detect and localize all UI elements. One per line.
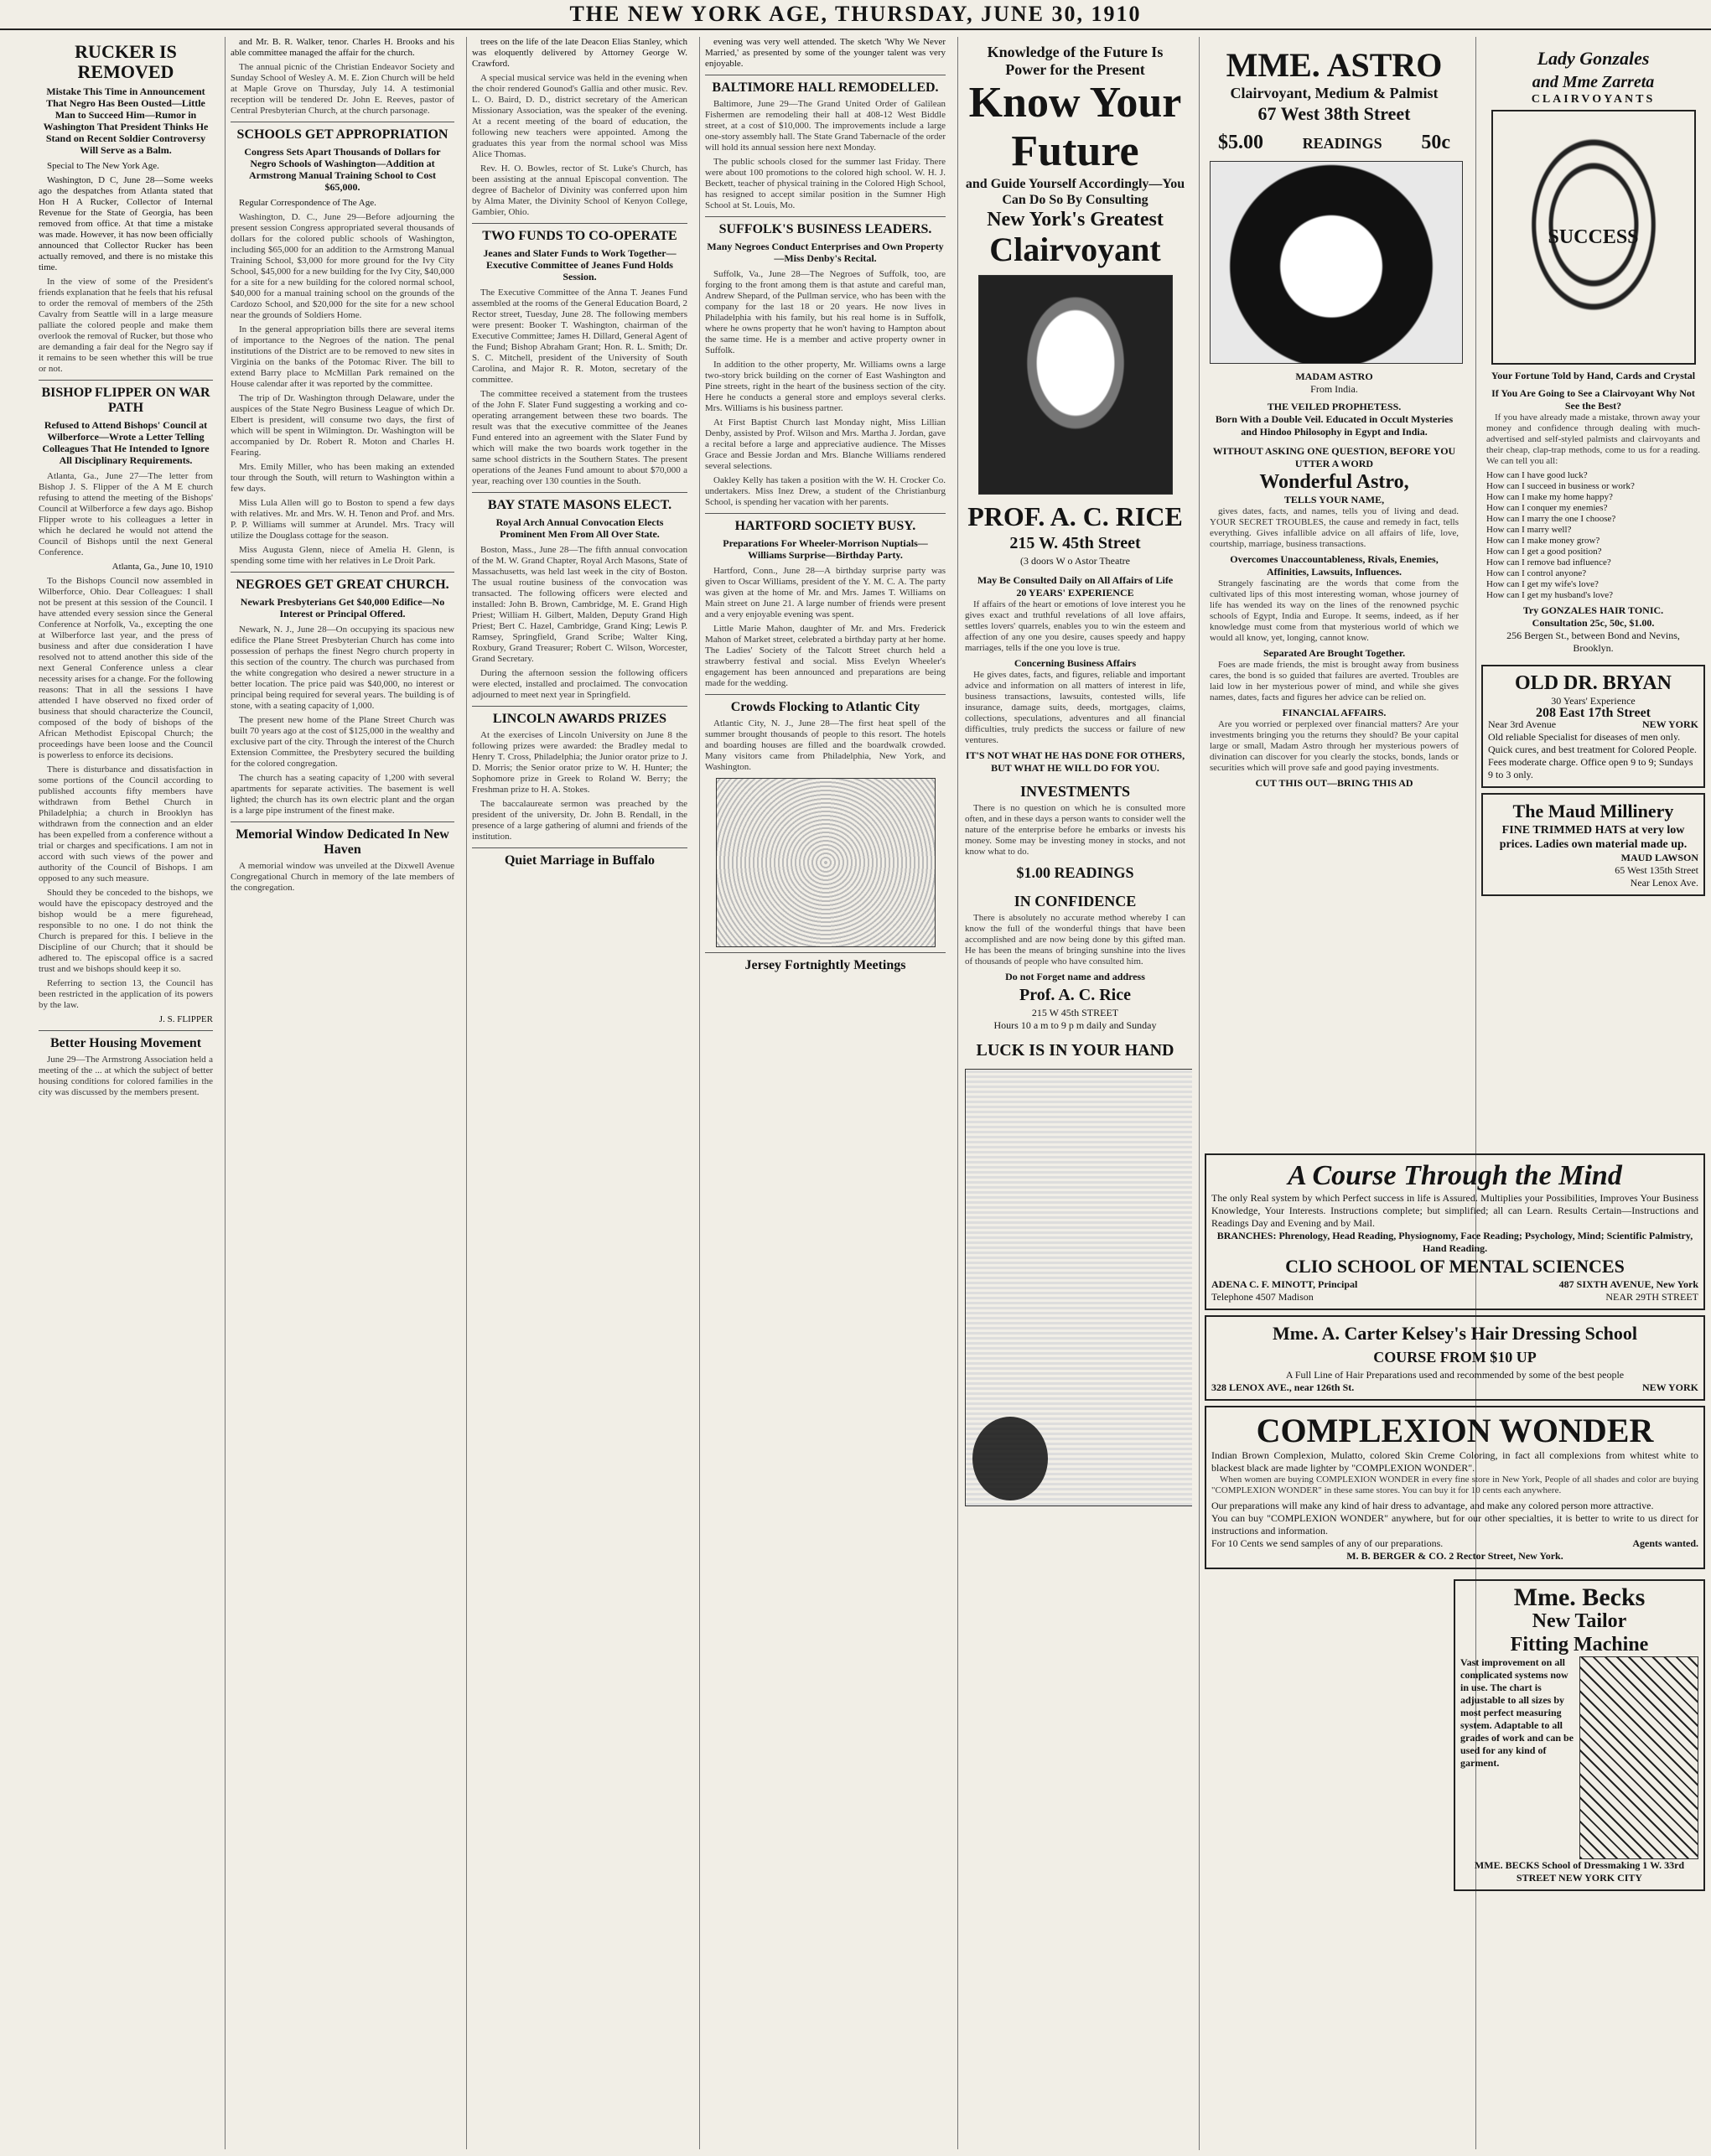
rice-address: 215 W. 45th Street (1009, 534, 1141, 552)
complexion-send: For 10 Cents we send samples of any of our preparations. (1211, 1537, 1444, 1549)
rice-ad (963, 42, 1187, 1515)
astro-portrait (1210, 161, 1463, 364)
rice-name-2: Prof. A. C. Rice (1019, 986, 1131, 1004)
article-body: At First Baptist Church last Monday night, Miss Lillian Denby, assisted by Prof. Wilson and Mrs. Martha J. Jordan, gave a recital before a large and appreciative audience. The Misses Grace and Bessie Jordan and Mrs. Blanche Williams rendered several selections. (705, 417, 946, 471)
astro-wonderful: Wonderful Astro, (1259, 471, 1409, 493)
divider (472, 706, 687, 707)
article-body: In the view of some of the President's friends explanation that he feels that his refusal to order the removal of members of the 25th Cavalry from Seattle will in a large measure palliate the colored people and make them overlook the removal of Rucker, but those who are demanding a fair deal for the Negro say if it remains to be seen whether this will be true or not. (39, 277, 214, 374)
article-body: Washington, D. C., June 29—Before adjourning the present session Congress appropriated several thousands of dollars for the colored public schools of Washington, including $65,000 for an addition to the Armstrong Manual Training School, $3,000 for more ground for the Ivy City School, $45,000 for a new building for the Ivy City, $40,000 for a site for a new building for the colored normal school, $40,000 for a manual training school on the grounds of the Cardozo School, and $20,000 for the site for a new school near the grounds of Soldiers Home. (231, 212, 454, 320)
article-body: In addition to the other property, Mr. Williams owns a large two-story brick building on the corner of East Washington and Pine streets, right in the heart of the business section of the city. Here he conducts a general store and employs several clerks. Mrs. Williams is his business partner. (705, 360, 946, 413)
rice-body: There is absolutely no accurate method whereby I can know the full of the wonderful things that have been accomplished and are now being done by this gifted man. He has been the means of bringing sunshine into the lives of thousands of people who have consulted him. (965, 913, 1185, 967)
gonzales-ad (1481, 42, 1705, 660)
horseshoe-label: SUCCESS (1548, 225, 1639, 248)
news-photo (716, 778, 936, 947)
mind-school: CLIO SCHOOL OF MENTAL SCIENCES (1285, 1256, 1625, 1277)
article-body: Referring to section 13, the Council has been restricted in the application of its powers by the law. (39, 978, 213, 1010)
question-item: How can I get a good position? (1486, 547, 1602, 557)
ink-blot (972, 1417, 1048, 1500)
rice-ad-column (957, 37, 1192, 2149)
article-body: Suffolk, Va., June 28—The Negroes of Suffolk, too, are forging to the front among them is that astute and careful man, Andrew Shepard, of the Pullman service, who has been with the company for the last 18 or 20 years. He now lives in Philadelphia with his family, but his real home is in Suffolk, where he owns property that he won't having to Hampton about the same time. He is a member and active property owner in Suffolk. (705, 269, 946, 355)
becks-body: Vast improvement on all complicated systems now in use. The chart is adjustable to all sizes by most perfect measuring system. Adaptable to all grades of work and can be used for any kind of garment. (1460, 1656, 1574, 1769)
article-body: The baccalaureate sermon was preached by the president of the university, Dr. John B. Rendall, in the presence of a large gathering of alumni and friends of the institution. (472, 799, 687, 842)
deck-church: Newark Presbyterians Get $40,000 Edifice—No Interest or Principal Offered. (240, 596, 445, 619)
complexion-buy: You can buy "COMPLEXION WONDER" anywhere, but for our other specialties, it is better to write to us direct for instructions and information. (1211, 1512, 1698, 1537)
astro-body: gives dates, facts, and names, tells you of living and dead. YOUR SECRET TROUBLES, the cause and remedy in fact, tells everything. Gives infallible advice on all affairs of life, love, courtship, marriage, business transactions. (1210, 506, 1459, 549)
gonzales-told: Your Fortune Told by Hand, Cards and Crystal (1491, 370, 1696, 381)
question-item: How can I make money grow? (1486, 536, 1600, 546)
mind-address: 487 SIXTH AVENUE, New York (1558, 1278, 1698, 1290)
astro-separated: Separated Are Brought Together. (1263, 647, 1406, 659)
divider (705, 216, 946, 217)
headline-housing: Better Housing Movement (49, 1036, 202, 1050)
astro-veiled: THE VEILED PROPHETESS. (1267, 401, 1402, 412)
question-item: How can I marry well? (1486, 525, 1572, 535)
mind-phone: Telephone 4507 Madison (1211, 1291, 1314, 1303)
column-2 (225, 37, 459, 2149)
fitting-machine-illustration (1579, 1656, 1698, 1859)
question-item: How can I marry the one I choose? (1486, 514, 1616, 524)
deck-funds: Jeanes and Slater Funds to Work Together—Executive Committee of Jeanes Fund Holds Session. (483, 247, 677, 282)
astro-sub: Clairvoyant, Medium & Palmist (1230, 85, 1439, 101)
rice-notwhat: IT'S NOT WHAT HE HAS DONE FOR OTHERS, BUT WHAT HE WILL DO FOR YOU. (965, 749, 1185, 774)
becks-machine: Fitting Machine (1510, 1634, 1649, 1656)
complexion-body: When women are buying COMPLEXION WONDER in every fine store in New York, People of all shades and color are buying "COMPLEXION WONDER" in these same stores. You can buy it for 10 cents each anywhere. (1211, 1474, 1698, 1495)
rice-business: Concerning Business Affairs (1014, 657, 1137, 669)
rice-hours: Hours 10 a m to 9 p m daily and Sunday (993, 1019, 1157, 1031)
divider (39, 1030, 213, 1031)
astro-ad (1205, 42, 1464, 795)
article-body: June 29—The Armstrong Association held a meeting of the ... at which the subject of better housing conditions for colored families in the city was discussed by the members present. (39, 1055, 213, 1097)
article-body: Newark, N. J., June 28—On occupying its spacious new edifice the Plane Street Presbyterian Church has come into possession of perhaps the finest Negro church property in this section of the country. The church was purchased from the white congregation who desired a newer structure in a better location. The price paid was $40,000, no interest or principal being required for several years. The building is of stone, with a seating capacity of 1,000. (231, 625, 454, 711)
article-body: Little Marie Mahon, daughter of Mr. and Mrs. Frederick Mahon of Market street, celebrated a birthday party at her home. The Ladies' Society of the Talcott Street church held a strawberry festival and social. Miss Evelyn Wheeler's engagement has been announced and preparations are being made for the wedding. (705, 624, 946, 688)
rice-forget: Do not Forget name and address (1005, 971, 1145, 982)
mind-branches: BRANCHES: Phrenology, Head Reading, Physiognomy, Face Reading; Psychology, Mind; Scientific Palmistry, Hand Reading. (1216, 1230, 1693, 1254)
article-body: Miss Augusta Glenn, niece of Amelia H. Glenn, is spending some time with her relatives in Le Droit Park. (231, 545, 454, 566)
bryan-years: 30 Years' Experience (1551, 695, 1636, 707)
maud-owner: MAUD LAWSON (1620, 852, 1698, 863)
question-item: How can I get my wife's love? (1486, 579, 1599, 589)
gonzales-address: 256 Bergen St., between Bond and Nevins, Brooklyn. (1506, 630, 1680, 654)
article-body: During the afternoon session the following officers were elected, installed and proclaimed. The convocation adjourned to meet next year in Springfield. (472, 668, 687, 700)
maud-address: 65 West 135th Street (1615, 864, 1698, 876)
mind-body: The only Real system by which Perfect success in life is Assured. Multiplies your Possibilities, Improves Your Business Knowledge, Your Interests. Instructions complete; but simplified; all can Learn. Results Certain—Instructions and Readings Day and Evening and by Mail. (1211, 1192, 1698, 1229)
bryan-ad (1481, 665, 1705, 788)
article-body: The present new home of the Plane Street Church was built 70 years ago at the cost of $125,000 in the wealthy and exclusive part of the city. Through the interest of the Church Extension Committee, the Presbytery secured the building for the colored congregation. (231, 715, 454, 769)
bryan-name: OLD DR. BRYAN (1515, 672, 1672, 694)
question-item: How can I get my husband's love? (1486, 590, 1614, 600)
divider (472, 492, 687, 493)
deck-schools: Congress Sets Apart Thousands of Dollars for Negro Schools of Washington—Addition at Armstrong Manual Training School to Cost $65,000. (244, 146, 441, 193)
article-body: Oakley Kelly has taken a position with the W. H. Crocker Co. undertakers. Miss Inez Drew, a student of the Christianburg School, is spending her vacation with her parents. (705, 475, 946, 507)
headline-buffalo: Quiet Marriage in Buffalo (504, 853, 656, 868)
headline-lincoln: LINCOLN AWARDS PRIZES (492, 712, 667, 726)
bottom-ads (1199, 1148, 1710, 2150)
rice-confidence: IN CONFIDENCE (1014, 893, 1137, 910)
headline-masons: BAY STATE MASONS ELECT. (487, 498, 672, 512)
question-item: How can I control anyone? (1486, 568, 1587, 578)
divider (705, 952, 946, 953)
divider (472, 847, 687, 848)
gonzales-body: If you have already made a mistake, thrown away your money and confidence through dealing with much-advertised and self-styled palmists and clairvoyants and their cheap, clap-trap methods, come to us for a reading. We can tell you all: (1486, 412, 1700, 466)
gonzales-title-3: CLAIRVOYANTS (1531, 93, 1656, 106)
article-lede: trees on the life of the late Deacon Elias Stanley, which was eloquently delivered by Attorney George W. Crawford. (472, 37, 687, 69)
article-body: There is disturbance and dissatisfaction in some portions of the Council according to published accounts fifty members have withdrawn from Bethel Church in Philadelphia; a church in Brooklyn has withdrawn from the connection and an elder has been expelled from a conference without a trial or charges and specifications. I am not in accord with such views of the power and authority of the Council of Bishops. I am opposed to any such measure. (39, 764, 213, 884)
rice-intro: Knowledge of the Future Is Power for the Present (987, 44, 1164, 78)
rice-body: He gives dates, facts, and figures, reliable and important advice and information on all matters of interest in life, business transactions, lawsuits, contested wills, life insurance, damage suits, deeds, mortgages, claims, collections, speculations, adventures and all financial difficulties, truly predicts the success or failure of new ventures. (965, 670, 1185, 745)
bryan-address: 208 East 17th Street (1535, 706, 1651, 720)
article-body: Mrs. Emily Miller, who has been making an extended tour through the South, will return to Washington within a few days. (231, 462, 454, 494)
divider (705, 694, 946, 695)
question-item: How can I have good luck? (1486, 470, 1588, 480)
becks-footer: MME. BECKS School of Dressmaking 1 W. 33rd STREET NEW YORK CITY (1474, 1859, 1685, 1884)
rice-readings: $1.00 READINGS (1016, 864, 1134, 881)
mind-principal: ADENA C. F. MINOTT, Principal (1211, 1278, 1358, 1290)
headline-memorial: Memorial Window Dedicated In New Haven (236, 827, 449, 857)
gonzales-consult: Consultation 25c, 50c, $1.00. (1532, 617, 1655, 629)
divider (472, 223, 687, 224)
article-body: Baltimore, June 29—The Grand United Order of Galilean Fishermen are remodeling their hall at 408-12 West Biddle street, at a cost of $10,000. The improvements include a large one-story assembly hall. The State Grand Tabernacle of the order will hold its annual session here next Monday. (705, 99, 946, 153)
maud-ad (1481, 793, 1705, 896)
rice-guide: and Guide Yourself Accordingly—You Can Do So By Consulting (965, 177, 1185, 207)
kelsey-address: 328 LENOX AVE., near 126th St. (1211, 1381, 1355, 1393)
article-body: Hartford, Conn., June 28—A birthday surprise party was given to Oscar Williams, president of the Y. M. C. A. The party was given at the home of Mr. and Mrs. James T. Williams on Main street on June 21. A large number of friends were present and a very enjoyable evening was spent. (705, 566, 946, 619)
headline-suffolk: SUFFOLK'S BUSINESS LEADERS. (718, 222, 932, 236)
astro-financial: FINANCIAL AFFAIRS. (1282, 707, 1387, 718)
astro-price-2: 50c (1421, 132, 1450, 153)
kelsey-title: Mme. A. Carter Kelsey's Hair Dressing School (1272, 1323, 1638, 1344)
article-body: Rev. H. O. Bowles, rector of St. Luke's Church, has been assisting at the annual Episcopal convention. The degree of Bachelor of Divinity was conferred upon him by Alma Mater, the Divinity School of Kenyon College, Gambier, Ohio. (472, 163, 687, 217)
rice-years: 20 YEARS' EXPERIENCE (1016, 587, 1134, 599)
question-item: How can I succeed in business or work? (1486, 481, 1635, 491)
astro-born: Born With a Double Veil. Educated in Occult Mysteries and Hindoo Philosophy in Egypt and India. (1215, 413, 1454, 438)
astro-tells: TELLS YOUR NAME, (1283, 494, 1385, 505)
astro-body: Foes are made friends, the mist is brought away from business cares, the bond is so guided that failures are averted. Troubles are laid low in her mysterious power of mind, and while she gives names, dates, facts and figures her advice can be relied on. (1210, 660, 1459, 702)
dateline: Atlanta, Ga., June 10, 1910 (111, 562, 213, 572)
astro-body: Are you worried or perplexed over financial matters? Are your investments bringing you the returns they should? Be your capital large or small, Madam Astro through her mysterious powers of divination can discover for you clearly the stocks, bonds, lands or securities which will prove safe and good paying investments. (1210, 719, 1459, 773)
article-body: A special musical service was held in the evening when the choir rendered Gounod's Gallia and other music. Rev. L. O. Baird, D. D., district secretary of the American Missionary Association, was the speaker of the evening. At a recent meeting of the board of education, the following new teachers were appointed. Among the graduates this year from the normal school was Miss Alice Thomas. (472, 73, 687, 159)
becks-name: Mme. Becks (1513, 1583, 1646, 1611)
mind-near: NEAR 29TH STREET (1605, 1291, 1698, 1303)
horseshoe-illustration (1491, 110, 1696, 365)
rice-portrait (978, 275, 1173, 495)
rice-nyg: New York's Greatest (987, 209, 1164, 231)
gonzales-question-list (1486, 470, 1700, 601)
rice-daily: May Be Consulted Daily on All Affairs of Life (977, 574, 1174, 586)
divider (231, 572, 454, 573)
headline-atlantic: Crowds Flocking to Atlantic City (730, 700, 920, 714)
rice-investments: INVESTMENTS (1019, 783, 1131, 800)
astro-overcomes: Overcomes Unaccountableness, Rivals, Enemies, Affinities, Lawsuits, Influences. (1230, 553, 1439, 578)
divider (39, 380, 213, 381)
article-body: The annual picnic of the Christian Endeavor Society and Sunday School of Wesley A. M. E. Zion Church will be held at Maple Grove on Thursday, July 14. A testimonial reception will be tendered Dr. John E. Reeves, pastor of Central Presbyterian Church, at the church parsonage. (231, 62, 454, 116)
bryan-city: NEW YORK (1641, 718, 1698, 730)
divider (705, 513, 946, 514)
article-body: The trip of Dr. Washington through Delaware, under the auspices of the State Negro Business League of which Dr. Elbert is president, will consume two days, the first of which will be spent in Wilmington. Dr. Washington will be accompanied by Dr. Robert R. Moton and Charles H. Fearing. (231, 393, 454, 458)
headline-funds: TWO FUNDS TO CO-OPERATE (482, 229, 677, 243)
astro-address: 67 West 38th Street (1257, 103, 1411, 124)
deck-hartford: Preparations For Wheeler-Morrison Nuptials—Williams Surprise—Birthday Party. (723, 537, 928, 561)
astro-readings: READINGS (1302, 135, 1382, 152)
complexion-ad (1205, 1406, 1705, 1569)
article-body: Atlantic City, N. J., June 28—The first heat spell of the summer brought thousands of people to this resort. The hotels and boarding houses are filled and the boardwalk crowded. Many visitors came from Philadelphia, New York, and Washington. (705, 718, 946, 772)
astro-caption-1: MADAM ASTRO (1295, 371, 1373, 382)
headline-schools: SCHOOLS GET APPROPRIATION (236, 127, 448, 142)
question-item: How can I make my home happy? (1486, 492, 1613, 502)
column-3 (466, 37, 692, 2149)
article-body: Boston, Mass., June 28—The fifth annual convocation of the M. W. Grand Chapter, Royal Arch Masons, State of Massachusetts, was held last week in the city of Boston. The usual routine business of the convocation was transacted. The following officers were elected and installed: John B. Brown, Cambridge, M. E. Grand High Priest; William H. Gilbert, Malden, Deputy Grand High Priest; Bert C. Hazel, Cambridge, Grand King; Lewis P. Ramsey, Springfield, Grand Scribe; Walter King, Roxbury, Grand Treasurer; Robert C. Wilson, Worcester, Grand Secretary. (472, 545, 687, 664)
rice-headline-1: Know Your (968, 79, 1182, 127)
deck-suffolk: Many Negroes Conduct Enterprises and Own Property—Miss Denby's Recital. (707, 241, 944, 264)
divider (231, 821, 454, 822)
article-body: The committee received a statement from the trustees of the John F. Slater Fund suggesting a working and co-operating arrangement between these two boards. The result was that the executive committee of the Jeanes Fund entered into an agreement with the Slater Fund by which will make the two boards work together in the same school districts in the Southern States. The present operations of the Jeanes Fund amount to about $70,000 a year, reaching over 130 counties in the South. (472, 389, 687, 486)
gonzales-title-2: and Mme Zarreta (1532, 73, 1655, 91)
gonzales-question: If You Are Going to See a Clairvoyant Why Not See the Best? (1491, 387, 1695, 412)
kelsey-city: NEW YORK (1641, 1381, 1698, 1393)
deck-flipper: Refused to Attend Bishops' Council at Wilberforce—Wrote a Letter Telling Colleagues That He Intended to Ignore All Disciplinary Requirements. (42, 419, 210, 466)
complexion-body: Indian Brown Complexion, Mulatto, colored Skin Creme Coloring, in fact all complexions from whitest white to blackest black are made lighter by "COMPLEXION WONDER". (1211, 1449, 1698, 1474)
article-body: Should they be conceded to the bishops, we would have the episcopacy destroyed and the bishop would be a mere figurehead, responsible to no one. I do not think the Church is prepared for this. I believe in the Discipline of our Church; that it should be adhered to. The episcopal office is a sacred trust and we bishops should keep it so. (39, 888, 213, 974)
article-body: A memorial window was unveiled at the Dixwell Avenue Congregational Church in memory of the late members of the congregation. (231, 861, 454, 893)
rice-luck: LUCK IS IN YOUR HAND (976, 1041, 1174, 1060)
astro-price-1: $5.00 (1218, 132, 1263, 153)
rice-address-2: (3 doors W o Astor Theatre (1020, 555, 1130, 567)
headline-hartford: HARTFORD SOCIETY BUSY. (734, 519, 916, 533)
kelsey-course: COURSE FROM $10 UP (1373, 1349, 1537, 1366)
headline-rucker: RUCKER IS REMOVED (75, 41, 177, 82)
becks-tailor: New Tailor (1532, 1610, 1627, 1632)
complexion-title: COMPLEXION WONDER (1256, 1412, 1654, 1449)
astro-without: WITHOUT ASKING ONE QUESTION, BEFORE YOU UTTER A WORD (1212, 445, 1456, 469)
question-item: How can I conquer my enemies? (1486, 503, 1608, 513)
article-lede: evening was very well attended. The sketch 'Why We Never Married,' as presented by some of the younger talent was very enjoyable. (705, 37, 946, 69)
bryan-near: Near 3rd Avenue (1488, 718, 1557, 730)
article-body: At the exercises of Lincoln University on June 8 the following prizes were awarded: the Bradley medal to Henry T. Cross, Philadelphia; the Junior orator prize to J. D. Morris; the Senior orator prize to W. H. Hunter; the Sophomore prize in Greek to Roland W. Berry; the Freshman prize to H. A. Stokes. (472, 730, 687, 795)
mind-ad (1205, 1153, 1705, 1310)
deck-rucker: Mistake This Time in Announcement That Negro Has Been Ousted—Little Man to Succeed Him—Rumor in Washington That President Thinks He Stand on Recent Soldier Controversy Will Serve as a Balm. (43, 86, 209, 156)
article-body: Atlanta, Ga., June 27—The letter from Bishop J. S. Flipper of the A M E church refusing to attend the meeting of the Bishops' Council at Wilberforce a few days ago. Bishop Flipper wrote to his colleagues a letter in which he declared he would not attend the Council of Bishops until the next General Conference. (39, 471, 213, 557)
rice-body: There is no question on which he is consulted more often, and in these days a person wants to consider well the nature of the enterprise before he embarks or invests his money. Some may be investing money in stocks, and not know what to do. (965, 803, 1185, 857)
maud-fine: FINE TRIMMED HATS at very low prices. Ladies own material made up. (1499, 824, 1688, 851)
becks-ad (1454, 1579, 1705, 1891)
correspondence-line: Regular Correspondence of The Age. (239, 198, 376, 208)
column-1 (34, 37, 218, 2149)
gonzales-tonic: Try GONZALES HAIR TONIC. (1522, 604, 1664, 616)
kelsey-line: A Full Line of Hair Preparations used and recommended by some of the best people (1285, 1369, 1625, 1381)
signature: J. S. FLIPPER (158, 1014, 213, 1024)
complexion-company: M. B. BERGER & CO. 2 Rector Street, New York. (1346, 1550, 1563, 1562)
headline-baltimore: BALTIMORE HALL REMODELLED. (712, 80, 939, 95)
kelsey-ad (1205, 1315, 1705, 1401)
article-body: To the Bishops Council now assembled in Wilberforce, Ohio. Dear Colleagues: I shall not be present at this session of the Council. I have attended every session since the General Conference at Norfolk, Va., excepting the one at Wilberforce last year, and the press of business and after due consideration I have resolved not to attend another this side of the next General Conference unless a clear necessity arises for a change. For the following reasons: That in all the sessions I have attended I have observed no fixed order of business that should characterize the Council, composed of the body of bishops of the African Methodist Episcopal Church; the proceedings have been loose and the Council is powerless to enforce its decisions. (39, 576, 213, 760)
astro-caption-2: From India. (1310, 383, 1358, 395)
astro-body: Strangely fascinating are the words that come from the cultivated lips of this most interesting woman, whose journey of life has wended its way on the lines of the renowned psychic schools of Egypt, India and Europe. It seems, indeed, as if her knowledge must come from that mysterious world of which we would all know, yet, longing, cannot know. (1210, 578, 1459, 643)
rice-body: If affairs of the heart or emotions of love interest you he gives exact and truthful revelations of all love affairs, settles lovers' quarrels, enables you to win the esteem and affection of any one you desire, causes speedy and happy marriages, tells if the one you love is true. (965, 599, 1185, 653)
special-line: Special to The New York Age. (47, 161, 159, 171)
article-body: The church has a seating capacity of 1,200 with several apartments for separate activities. The basement is well lighted; the church has its own electric plant and the organ is a large pipe instrument of the finest make. (231, 773, 454, 816)
astro-name: MME. ASTRO (1226, 46, 1443, 84)
headline-church: NEGROES GET GREAT CHURCH. (236, 578, 449, 592)
article-body: The Executive Committee of the Anna T. Jeanes Fund assembled at the rooms of the General Education Board, 2 Rector street, Tuesday, June 28. The following members were present: Booker T. Washington, chairman of the Executive Committee; James H. Dillard, General Agent of the Fund; Bishop Abraham Grant; Hon. R. L. Smith; Dr. S. C. Mitchell, president of the University of South Carolina, and Major R. R. Moton, secretary of the committee. (472, 288, 687, 385)
rice-clairvoyant: Clairvoyant (989, 231, 1161, 268)
rice-headline-2: Future (1011, 127, 1139, 175)
headline-jersey: Jersey Fortnightly Meetings (744, 958, 906, 972)
complexion-also: Our preparations will make any kind of hair dress to advantage, and make any colored person more attractive. (1211, 1500, 1654, 1511)
article-rucker-lede: Washington, D C, June 28—Some weeks ago the despatches from Atlanta stated that Hon H A Rucker, Collector of Internal Revenue for the State of Georgia, has been removed from office. At that time a mistake was made. However, it has now been officially announced that Collector Rucker has been actually removed, and there is no mistake this time. (39, 175, 213, 272)
rice-address-3: 215 W 45th STREET (1031, 1007, 1119, 1018)
article-body: Miss Lula Allen will go to Boston to spend a few days with relatives. Mr. and Mrs. W. H. Tenon and Prof. and Mrs. P. P. Williams will summer at Arundel. Mrs. Tracy will utilize the Douglass cottage for the season. (231, 498, 454, 541)
astro-cutout: CUT THIS OUT—BRING THIS AD (1255, 777, 1413, 789)
complexion-agents: Agents wanted. (1632, 1537, 1698, 1549)
article-lede: and Mr. B. R. Walker, tenor. Charles H. Brooks and his able committee managed the affair for the church. (231, 37, 454, 58)
question-item: How can I remove bad influence? (1486, 557, 1611, 568)
column-4 (699, 37, 951, 2149)
article-body: The public schools closed for the summer last Friday. There were about 100 promotions to the colored high school. W. H. J. Beckett, teacher of physical training in the Colored High School, has resigned to accept similar position in the Sumner High School at St. Louis, Mo. (705, 157, 946, 210)
bryan-body: Old reliable Specialist for diseases of men only. Quick cures, and best treatment for Colored People. Fees moderate charge. Office open 9 to 9; Sundays 9 to 3 only. (1488, 731, 1697, 780)
gonzales-title-1: Lady Gonzales (1537, 48, 1650, 69)
maud-name: The Maud Millinery (1512, 801, 1674, 821)
deck-masons: Royal Arch Annual Convocation Elects Prominent Men From All Over State. (495, 516, 664, 540)
headline-flipper: BISHOP FLIPPER ON WAR PATH (41, 386, 210, 415)
rice-name: PROF. A. C. RICE (967, 501, 1183, 531)
masthead: THE NEW YORK AGE, THURSDAY, JUNE 30, 1910 (0, 0, 1711, 30)
article-body: In the general appropriation bills there are several items of importance to the Negroes of the nation. The penal institutions of the District are to be removed to new sites in Virginia on the banks of the Potomac River. The bill to extend Barry place to McMillan Park remained on the House calendar after it was reported by the committee. (231, 324, 454, 389)
maud-near: Near Lenox Ave. (1630, 877, 1698, 889)
mind-title: A Course Through the Mind (1288, 1160, 1622, 1191)
